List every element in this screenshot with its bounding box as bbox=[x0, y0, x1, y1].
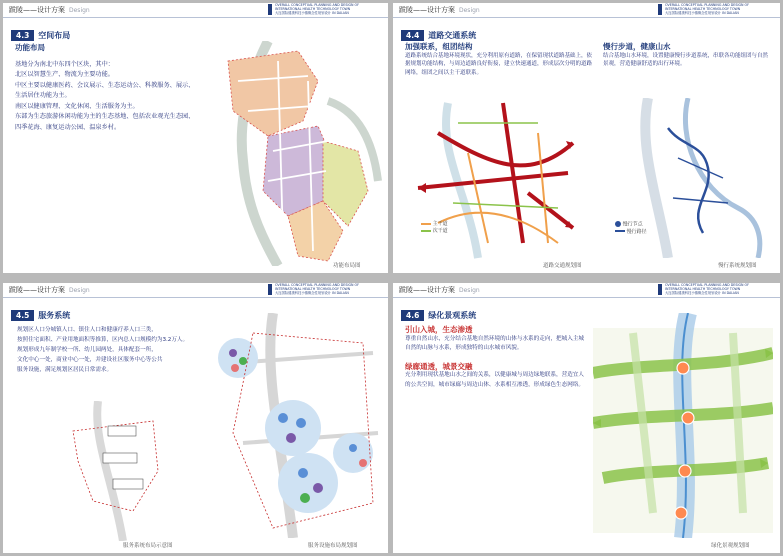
subhead: 加强联系，组团结构 bbox=[405, 42, 473, 51]
service-map-caption-b: 服务设施布局规划图 bbox=[308, 543, 358, 549]
section-heading bbox=[11, 25, 71, 40]
section-heading bbox=[401, 305, 477, 320]
subhead-red: 绿廊通透，城景交融 bbox=[405, 361, 473, 371]
slow-map-caption: 慢行系统规划图 bbox=[718, 263, 757, 269]
section-title: 服务系统 bbox=[38, 311, 71, 320]
page-header bbox=[393, 283, 780, 298]
page-spatial-layout bbox=[3, 3, 388, 273]
legend-item: 慢行路径 bbox=[615, 229, 647, 236]
page-header bbox=[393, 3, 780, 18]
section-number: 4.4 bbox=[401, 30, 424, 41]
text-paragraph: 结合基地山水环境，设置健康慢行步道系统，串联各功能组团与自然景观，营造健康舒适的出行环境。 bbox=[603, 52, 769, 67]
legend-item: 主干道 bbox=[421, 221, 448, 228]
header-logo bbox=[268, 284, 272, 295]
section-number: 4.5 bbox=[11, 310, 34, 321]
green-landscape-map bbox=[593, 313, 773, 538]
legend-item: 慢行节点 bbox=[615, 221, 647, 229]
header-label: 跋陵——设计方案 Design bbox=[399, 286, 480, 294]
page-header bbox=[3, 283, 388, 298]
road-legend bbox=[421, 221, 448, 235]
text-paragraph: 道路系统结合基地环境现状，充分利用原有道路，在保留现状道路基础上，依据规划功能结构，与周边道路良好衔接，建立快速通道，形成层次分明的道路网络，组团之间以主干道联系。 bbox=[405, 52, 593, 76]
text-line: 文化中心一处，商业中心一处，并建设社区服务中心等公共 bbox=[17, 357, 163, 363]
text-line: 南区以健康管理、文化休闲、生活服务为主。 bbox=[15, 102, 139, 110]
text-line: 中区主要以健康医药、会议展示、生态运动公、科教服务、展示、 bbox=[15, 81, 195, 89]
text-line: 规划形成九年制学校一所、幼儿园两处，具体配套一所， bbox=[17, 347, 157, 353]
map-caption: 功能布局图 bbox=[333, 263, 361, 269]
section-number: 4.3 bbox=[11, 30, 34, 41]
header-logo bbox=[658, 4, 662, 15]
text-line: 东部为生态旅游休闲功能为主的生态基地、包括农业观光生态园、 bbox=[15, 113, 195, 120]
text-line: 按照住宅面积、产业用地面积等推算，区内总人口规模约为3.2万人。 bbox=[17, 337, 189, 343]
section-title: 道路交通系统 bbox=[428, 31, 477, 40]
service-facilities-map bbox=[213, 313, 383, 538]
road-text-a bbox=[405, 43, 595, 77]
header-project-title: OVERALL CONCEPTUAL PLANNING AND DESIGN OF INTERNATIONAL HEALTH TECHNOLOGY TOWN 大连国际健康科技小镇概念性规划设计 IN DALIAN bbox=[275, 3, 359, 15]
page-header bbox=[3, 3, 388, 18]
header-project-title: OVERALL CONCEPTUAL PLANNING AND DESIGN OF INTERNATIONAL HEALTH TECHNOLOGY TOWN 大连国际健康科技小镇概念性规划设计 IN DALIAN bbox=[665, 3, 749, 15]
subhead: 功能布局 bbox=[15, 43, 45, 52]
subhead: 慢行步道，健康山水 bbox=[603, 42, 671, 51]
section-number: 4.6 bbox=[401, 310, 424, 321]
function-layout-map bbox=[208, 41, 388, 266]
slow-traffic-legend bbox=[615, 221, 647, 236]
road-map-caption: 道路交通规划图 bbox=[543, 263, 582, 269]
header-label: 跋陵——设计方案 Design bbox=[399, 6, 480, 14]
header-logo bbox=[268, 4, 272, 15]
section-title: 空间布局 bbox=[38, 31, 71, 40]
header-label: 跋陵——设计方案 Design bbox=[9, 6, 90, 14]
landscape-caption: 绿化景观规划图 bbox=[711, 543, 750, 549]
function-layout-text bbox=[15, 43, 215, 133]
text-paragraph: 尊重自然山水，充分结合基地自然环境的山体与水系的走向，把城入主城自然的山脉与水系，形成独特的山水城市风貌。 bbox=[405, 335, 585, 351]
road-network-map bbox=[408, 93, 593, 263]
section-heading bbox=[401, 25, 477, 40]
section-heading bbox=[11, 305, 71, 320]
service-layout-map bbox=[43, 401, 193, 541]
page-service-system bbox=[3, 283, 388, 553]
service-text bbox=[17, 325, 207, 375]
text-line: 生活居住功能为主。 bbox=[15, 92, 71, 99]
text-paragraph: 充分利用现状基地山水之间的关系，以健康城与周边绿地联系，营造宜人的公共空间，城市绿廊与周边山体、水系相互渗透，形成绿色生态网络。 bbox=[405, 372, 585, 388]
header-logo bbox=[658, 284, 662, 295]
header-project-title: OVERALL CONCEPTUAL PLANNING AND DESIGN OF INTERNATIONAL HEALTH TECHNOLOGY TOWN 大连国际健康科技小镇概念性规划设计 IN DALIAN bbox=[665, 283, 749, 295]
page-road-traffic bbox=[393, 3, 780, 273]
service-map-caption-a: 服务系统布局示意图 bbox=[123, 543, 173, 549]
legend-item: 次干道 bbox=[421, 228, 448, 235]
header-label: 跋陵——设计方案 Design bbox=[9, 286, 90, 294]
road-text-b bbox=[603, 43, 773, 69]
text-line: 北区以智慧生产、物流为主要功能。 bbox=[15, 71, 114, 78]
header-project-title: OVERALL CONCEPTUAL PLANNING AND DESIGN OF INTERNATIONAL HEALTH TECHNOLOGY TOWN 大连国际健康科技小镇概念性规划设计 IN DALIAN bbox=[275, 283, 359, 295]
page-green-landscape bbox=[393, 283, 780, 553]
text-line: 四季花海、康复运动公园、温泉乡村。 bbox=[15, 123, 121, 131]
text-line: 服务设施，满足规划区居民日常需求。 bbox=[17, 367, 113, 373]
section-title: 绿化景观系统 bbox=[428, 311, 477, 320]
text-line: 规划区人口分城镇人口、镇住人口和健康疗养人口三类， bbox=[17, 327, 157, 333]
text-line: 基地分为南北中东四个区块，其中： bbox=[15, 60, 114, 68]
landscape-text bbox=[405, 325, 585, 390]
subhead-red: 引山入城，生态渗透 bbox=[405, 325, 473, 334]
